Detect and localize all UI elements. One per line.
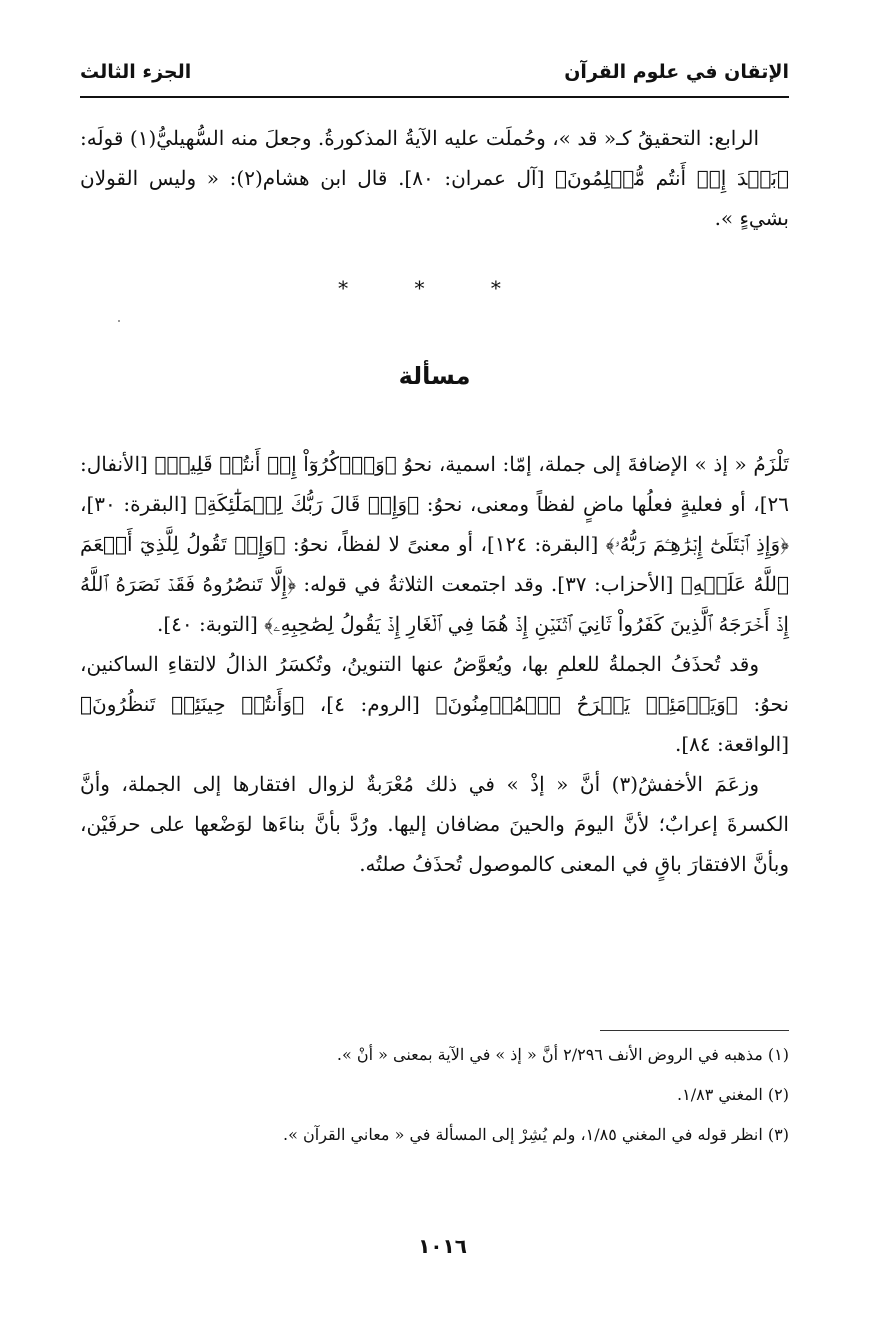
book-title: الإتقان في علوم القرآن: [564, 61, 789, 83]
body-paragraph: تَلْزَمُ « إذ » الإضافةَ إلى جملة، إمّا: اسمية، نحوُ ﴿وَٱذۡكُرُوٓاْ إِذۡ أَنتُمۡ قَلِيلٞ﴾ [الأنفال: ٢٦]، أو فعليةٍ فعلُها ماضٍ لفظاً ومعنى، نحوُ: ﴿وَإِذۡ قَالَ رَبُّكَ لِلۡمَلَٰٓئِكَةِ﴾ [البقرة: ٣٠]، ﴿وَإِذِ ٱبۡتَلَىٰٓ إِبۡرَٰهِـۧمَ رَبُّهُۥ﴾ [البقرة: ١٢٤]، أو معنىً لا لفظاً، نحوُ: ﴿وَإِذۡ تَقُولُ لِلَّذِيٓ أَنۡعَمَ ٱللَّهُ عَلَيۡهِ﴾ [الأحزاب: ٣٧]. وقد اجتمعت الثلاثةُ في قوله: ﴿إِلَّا تَنصُرُوهُ فَقَدۡ نَصَرَهُ ٱللَّهُ إِذۡ أَخۡرَجَهُ ٱلَّذِينَ كَفَرُواْ ثَانِيَ ٱثۡنَيۡنِ إِذۡ هُمَا فِي ٱلۡغَارِ إِذۡ يَقُولُ لِصَٰحِبِهِۦ﴾ [التوبة: ٤٠].: [80, 452, 789, 636]
running-header: [80, 52, 789, 92]
section-separator: * * *: [338, 276, 531, 300]
volume-label: الجزء الثالث: [80, 61, 192, 83]
main-body: [80, 444, 789, 884]
footnote-rule: [600, 1030, 789, 1031]
print-speck: [118, 320, 120, 322]
section-title: مسألة: [398, 362, 471, 390]
header-rule: [80, 96, 789, 98]
footnote: (١) مذهبه في الروض الأنف ٢/٢٩٦ أنَّ « إذ » في الآية بمعنى « أنْ ».: [336, 1045, 789, 1064]
body-paragraph: وزعَمَ الأخفشُ(٣) أنَّ « إذْ » في ذلك مُعْرَبةٌ لزوال افتقارها إلى الجملة، وأنَّ الكسرةَ إعرابٌ؛ لأنَّ اليومَ والحينَ مضافان إليها. ورُدَّ بأنَّ بناءَها لوَضْعها على حرفَيْن، وبأنَّ الافتقارَ باقٍ في المعنى كالموصول تُحذَفُ صلتُه.: [80, 772, 789, 876]
footnote: (٢) المغني ١/٨٣.: [677, 1085, 789, 1104]
footnote: (٣) انظر قوله في المغني ١/٨٥، ولم يُشِرْ إلى المسألة في « معاني القرآن ».: [283, 1125, 789, 1144]
body-paragraph: وقد تُحذَفُ الجملةُ للعلمِ بها، ويُعوَّضُ عنها التنوينُ، وتُكسَرُ الذالُ لالتقاءِ الساكنين، نحوُ: ﴿وَيَوۡمَئِذٖ يَفۡرَحُ ٱلۡمُؤۡمِنُونَ﴾ [الروم: ٤]، ﴿وَأَنتُمۡ حِينَئِذٖ تَنظُرُونَ﴾ [الواقعة: ٨٤].: [80, 652, 789, 756]
intro-text: الرابع: التحقيقُ كـ« قد »، وحُملَت عليه الآيةُ المذكورةُ. وجعلَ منه السُّهيليُّ(١) قولَه: ﴿بَعۡدَ إِذۡ أَنتُم مُّسۡلِمُونَ﴾ [آل عمران: ٨٠]. قال ابن هشام(٢): « وليس القولان بشيءٍ ».: [80, 126, 789, 230]
intro-paragraph: [80, 118, 789, 238]
page-number: ١٠١٦: [418, 1234, 467, 1258]
footnotes: [80, 1035, 789, 1155]
